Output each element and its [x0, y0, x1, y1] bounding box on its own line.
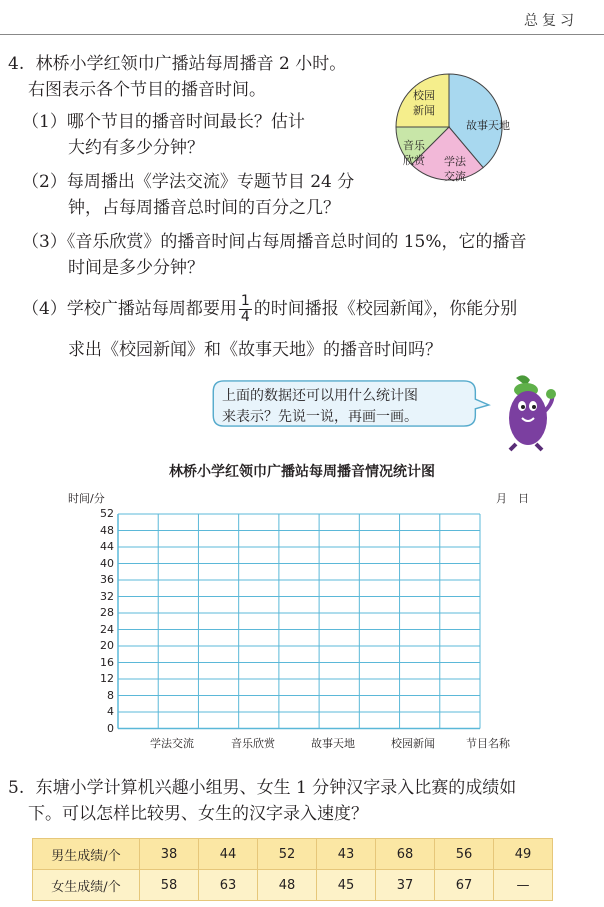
fraction-denominator: 4	[240, 309, 250, 325]
eggplant-mascot-icon	[496, 372, 562, 454]
table-cell: 68	[376, 839, 435, 870]
y-tick-label: 48	[100, 523, 114, 537]
table-row-boys	[33, 839, 553, 870]
q4-intro-1: 林桥小学红领巾广播站每周播音 2 小时。	[35, 54, 347, 74]
table-cell: 37	[376, 870, 435, 901]
table-cell: 56	[435, 839, 494, 870]
table-cell: —	[494, 870, 553, 901]
y-tick-label: 36	[100, 573, 114, 586]
x-category-label: 音乐欣赏	[231, 737, 275, 750]
pie-label-news-2: 新闻	[413, 104, 435, 117]
y-tick-label: 44	[100, 540, 114, 553]
q4-sub1-2: 大约有多少分钟？	[68, 138, 204, 158]
q4-sub1-1: （1）哪个节目的播音时间最长？估计	[22, 112, 305, 132]
table-cell: 58	[140, 870, 199, 901]
chart-title: 林桥小学红领巾广播站每周播音情况统计图	[169, 464, 435, 480]
q5-line1	[8, 776, 516, 800]
header-divider	[0, 34, 604, 35]
pie-label-news-1: 校园	[413, 89, 435, 102]
y-tick-label: 52	[100, 507, 114, 520]
y-tick-label: 12	[100, 672, 114, 685]
q5-text-1: 东塘小学计算机兴趣小组男、女生 1 分钟汉字录入比赛的成绩如	[35, 778, 517, 798]
y-tick-label: 8	[107, 688, 114, 702]
y-tick-label: 32	[100, 589, 114, 603]
y-tick-label: 24	[100, 622, 114, 636]
row-header-girls: 女生成绩/个	[33, 870, 140, 901]
section-header: 总复习	[524, 13, 578, 29]
q4-line1	[8, 52, 346, 76]
table-cell: 49	[494, 839, 553, 870]
q4-sub4-2: 求出《校园新闻》和《故事天地》的播音时间吗？	[68, 340, 442, 360]
pie-label-news	[413, 88, 435, 118]
q4-sub2-1: （2）每周播出《学法交流》专题节目 24 分	[22, 172, 355, 192]
x-category-label: 故事天地	[311, 737, 355, 750]
table-cell: 48	[258, 870, 317, 901]
y-tick-label: 40	[100, 556, 114, 570]
y-tick-label: 20	[100, 639, 114, 652]
pie-label-law-1: 学法	[444, 155, 466, 168]
fraction-numerator: 1	[240, 293, 250, 309]
x-category-label: 学法交流	[150, 737, 194, 750]
q4-sub3-1: （3）《音乐欣赏》的播音时间占每周播音总时间的 15%，它的播音	[22, 232, 527, 252]
pie-label-music-2: 欣赏	[403, 154, 425, 167]
table-cell: 38	[140, 839, 199, 870]
q5-line2: 下。可以怎样比较男、女生的汉字录入速度？	[28, 804, 368, 824]
table-cell: 52	[258, 839, 317, 870]
fraction-one-quarter	[239, 294, 252, 325]
q4-sub4-post: 的时间播报《校园新闻》，你能分别	[253, 299, 518, 319]
pie-label-story: 故事天地	[466, 119, 510, 132]
q4-intro-2: 右图表示各个节目的播音时间。	[28, 80, 266, 100]
q4-number: 4.	[8, 54, 25, 74]
x-axis-title: 节目名称	[466, 737, 510, 750]
y-tick-label: 0	[107, 721, 114, 735]
table-cell: 45	[317, 870, 376, 901]
y-tick-label: 28	[100, 606, 114, 619]
y-axis-title: 时间/分	[68, 492, 105, 505]
date-label: 月 日	[496, 492, 529, 505]
q4-sub4-pre: （4）学校广播站每周都要用	[22, 299, 237, 319]
table-cell: 43	[317, 839, 376, 870]
table-cell: 44	[199, 839, 258, 870]
q4-sub2-2: 钟，占每周播音总时间的百分之几？	[68, 198, 340, 218]
table-row-girls	[33, 870, 553, 901]
x-category-label: 校园新闻	[391, 737, 435, 750]
q4-sub3-2: 时间是多少分钟？	[68, 258, 204, 278]
q4-sub4-1	[22, 294, 517, 325]
score-table	[32, 838, 553, 901]
pie-label-law	[444, 154, 466, 184]
pie-label-music-1: 音乐	[403, 139, 425, 152]
speech-line-2: 来表示？先说一说，再画一画。	[222, 409, 418, 425]
y-tick-label: 4	[107, 705, 114, 718]
row-header-boys: 男生成绩/个	[33, 839, 140, 870]
table-cell: 63	[199, 870, 258, 901]
q5-number: 5.	[8, 778, 25, 798]
speech-text	[222, 386, 488, 428]
speech-line-1: 上面的数据还可以用什么统计图	[222, 388, 418, 404]
pie-label-music	[403, 138, 425, 168]
pie-label-law-2: 交流	[444, 170, 466, 183]
y-tick-label: 16	[100, 655, 114, 669]
table-cell: 67	[435, 870, 494, 901]
